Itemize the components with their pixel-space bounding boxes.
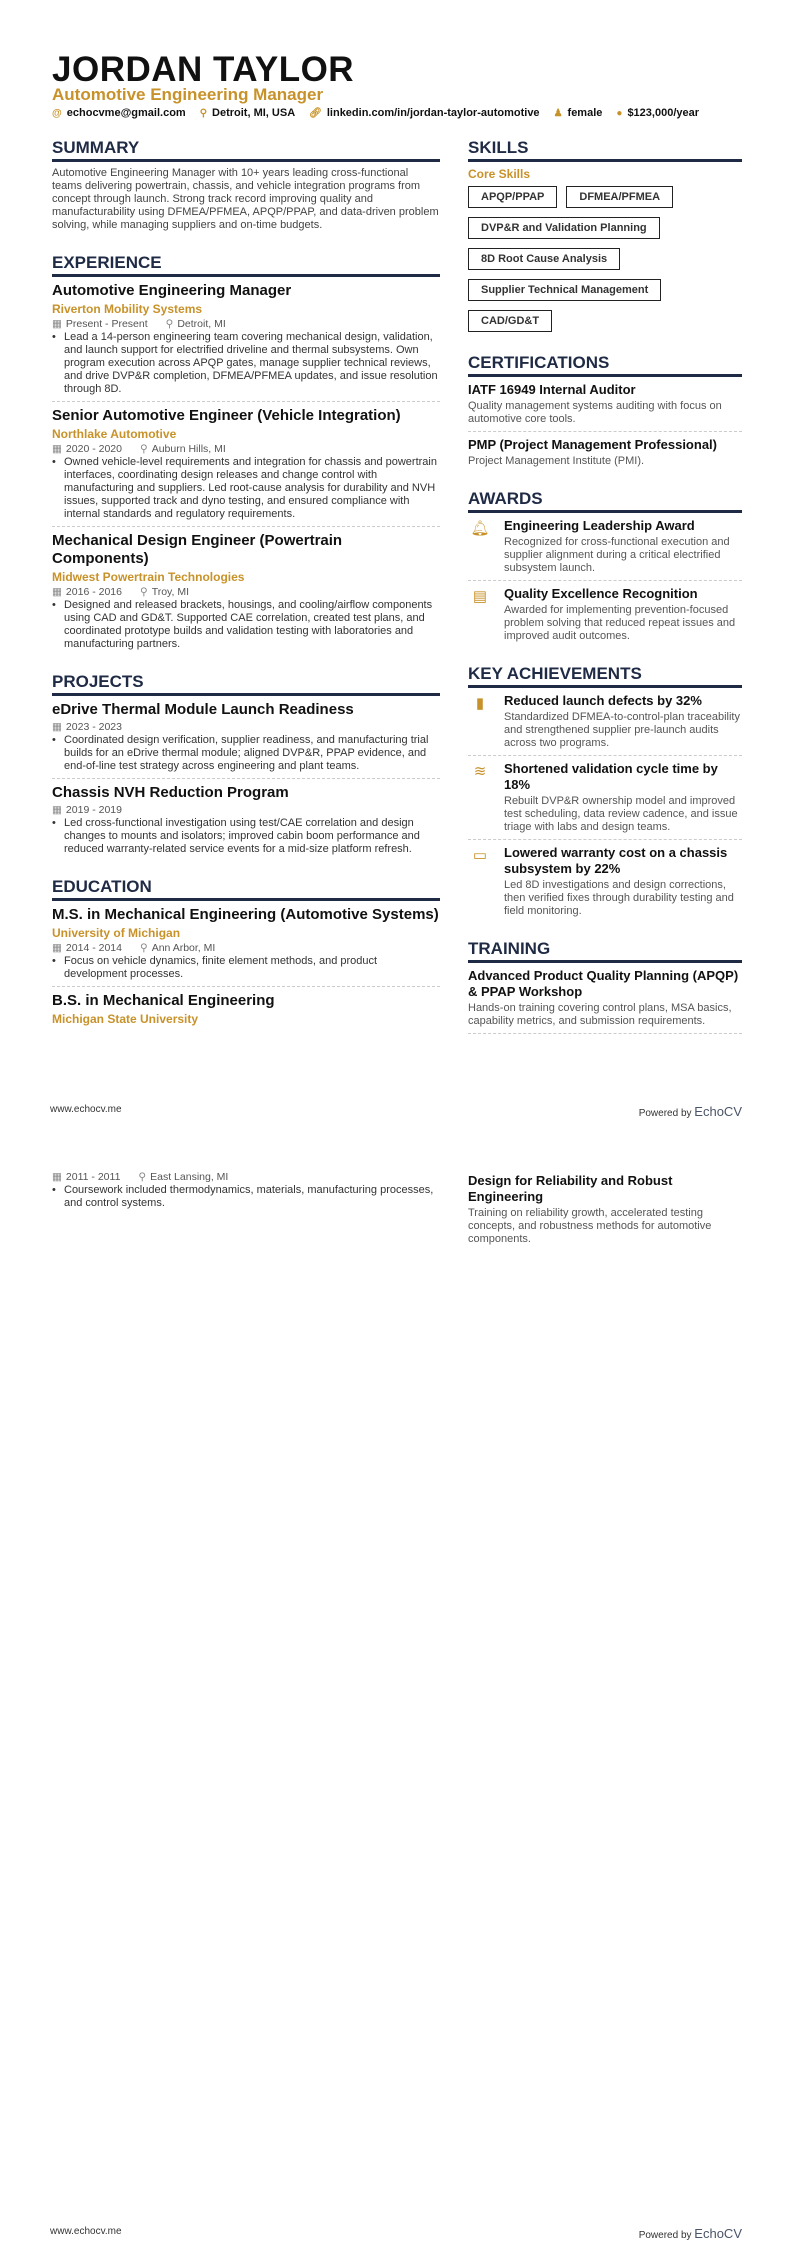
bullet: • Led cross-functional investigation using test/CAE correlation and design changes to mounts and isolators; improved cabin boom performance and reduced warranty-related service events for a mid-size platform refresh.: [52, 817, 440, 856]
database-icon: ≋: [473, 763, 487, 780]
degree: B.S. in Mechanical Engineering: [52, 992, 275, 1009]
dates: 2016 - 2016: [65, 586, 122, 598]
location: East Lansing, MI: [150, 1171, 229, 1183]
calendar-icon: ▦: [52, 586, 62, 598]
location-pin-icon: ⚲: [165, 318, 174, 330]
location-pin-icon: ⚲: [139, 443, 148, 455]
contact-text: Detroit, MI, USA: [212, 107, 296, 119]
certification-item: [468, 382, 742, 432]
job-title: Automotive Engineering Manager: [52, 282, 292, 299]
contact-text: echocvme@gmail.com: [66, 107, 186, 119]
training-title: Advanced Product Quality Planning (APQP) & PPAP Workshop: [468, 968, 739, 999]
location: Detroit, MI: [177, 318, 226, 330]
dates: 2023 - 2023: [65, 721, 122, 733]
training-item: [468, 1173, 742, 1251]
person-icon: ♟: [553, 108, 563, 119]
file-icon: ▮: [475, 695, 485, 712]
achievement-desc: Led 8D investigations and design corrections, then verified fixes through durability testing and field monitoring.: [504, 879, 734, 917]
dates: 2020 - 2020: [65, 443, 122, 455]
powered-by[interactable]: [639, 1104, 742, 1119]
calendar-icon: ▦: [52, 1171, 62, 1183]
education-heading: EDUCATION: [52, 877, 440, 901]
company: Midwest Powertrain Technologies: [52, 570, 245, 584]
skill-tag: DFMEA/PFMEA: [566, 186, 673, 208]
certifications-heading: CERTIFICATIONS: [468, 353, 742, 377]
achievement-title: Reduced launch defects by 32%: [504, 693, 702, 708]
contact-text: female: [567, 107, 603, 119]
achievement-title: Lowered warranty cost on a chassis subsystem by 22%: [504, 845, 728, 876]
skills-heading: SKILLS: [468, 138, 742, 162]
contact-linkedin[interactable]: [309, 107, 539, 119]
bullet: • Coursework included thermodynamics, materials, manufacturing processes, and control systems.: [52, 1184, 440, 1210]
location: Auburn Hills, MI: [151, 443, 226, 455]
location-pin-icon: ⚲: [139, 586, 148, 598]
contact-text: $123,000/year: [627, 107, 700, 119]
certification-title: IATF 16949 Internal Auditor: [468, 382, 636, 397]
dates: 2014 - 2014: [65, 942, 122, 954]
award-title: Quality Excellence Recognition: [504, 586, 698, 601]
dates: 2019 - 2019: [65, 804, 122, 816]
right-column: [468, 138, 742, 1039]
awards-heading: AWARDS: [468, 489, 742, 513]
achievement-title: Shortened validation cycle time by 18%: [504, 761, 718, 792]
skill-tag: 8D Root Cause Analysis: [468, 248, 620, 270]
battery-icon: ▭: [472, 847, 488, 864]
certification-item: [468, 437, 742, 473]
school: Michigan State University: [52, 1012, 199, 1026]
experience-item: [52, 532, 440, 656]
training-title: Design for Reliability and Robust Engineering: [468, 1173, 673, 1204]
achievement-item: [468, 761, 742, 840]
powered-by-label: Powered by: [638, 1108, 692, 1119]
contact-salary: [616, 107, 699, 119]
left-column-continued: [52, 1171, 440, 1210]
company: Riverton Mobility Systems: [52, 302, 203, 316]
job-title: Mechanical Design Engineer (Powertrain Components): [52, 532, 343, 567]
certification-desc: Quality management systems auditing with focus on automotive core tools.: [468, 400, 722, 425]
location: Troy, MI: [151, 586, 190, 598]
skill-tags: [468, 186, 742, 332]
skill-group-title: Core Skills: [468, 167, 531, 181]
experience-heading: EXPERIENCE: [52, 253, 440, 277]
summary-text: Automotive Engineering Manager with 10+ years leading cross-functional teams delivering powertrain, chassis, and vehicle integration programs from concept through launch. Strong track record improving quality and manufacturability using DFMEA/PFMEA, APQP/PPAP, and data-driven problem solving, while managing suppliers and on-time budgets.: [52, 167, 439, 231]
calendar-icon: ▦: [52, 942, 62, 954]
candidate-title: Automotive Engineering Manager: [52, 85, 324, 104]
page-footer: [50, 2226, 742, 2241]
achievements-heading: KEY ACHIEVEMENTS: [468, 664, 742, 688]
bullet: • Coordinated design verification, supplier readiness, and manufacturing trial builds for an eDrive thermal module; aligned DVP&R, PPAP evidence, and end-of-line test strategy across engineering and plant teams.: [52, 734, 440, 773]
skill-tag: APQP/PPAP: [468, 186, 557, 208]
location-pin-icon: ⚲: [139, 942, 148, 954]
achievement-desc: Rebuilt DVP&R ownership model and improved test scheduling, data review cadence, and issue triage with labs and design teams.: [504, 795, 738, 833]
company: Northlake Automotive: [52, 427, 177, 441]
summary-heading: SUMMARY: [52, 138, 440, 162]
dates: Present - Present: [65, 318, 148, 330]
job-title: Senior Automotive Engineer (Vehicle Integration): [52, 407, 401, 424]
page-footer: [50, 1104, 742, 1119]
right-column-continued: [468, 1173, 742, 1256]
project-item: [52, 701, 440, 779]
footer-site-link[interactable]: www.echocv.me: [50, 1104, 122, 1115]
award-item: [468, 518, 742, 581]
training-heading: TRAINING: [468, 939, 742, 963]
achievement-desc: Standardized DFMEA-to-control-plan traceability and strengthened supplier pre-launch audits across two programs.: [504, 711, 740, 749]
skill-tag: DVP&R and Validation Planning: [468, 217, 660, 239]
experience-item: [52, 282, 440, 402]
location: Ann Arbor, MI: [151, 942, 216, 954]
contact-gender: [554, 107, 603, 119]
skill-tag: CAD/GD&T: [468, 310, 552, 332]
bullet: • Lead a 14-person engineering team covering mechanical design, validation, and launch support for electrified driveline and thermal subsystems. Own program execution across APQP gates, manage supplier technical reviews, and drive DVP&R completion, DFMEA/PFMEA updates, and issue resolution through 8D.: [52, 331, 440, 396]
calendar-icon: ▦: [52, 318, 62, 330]
contact-location: [200, 107, 295, 119]
certification-desc: Project Management Institute (PMI).: [468, 455, 645, 467]
location-pin-icon: ⚲: [199, 108, 208, 119]
award-desc: Recognized for cross-functional execution and supplier alignment during a critical electrified subsystem launch.: [504, 536, 730, 574]
project-title: eDrive Thermal Module Launch Readiness: [52, 701, 354, 718]
left-column: [52, 138, 440, 1036]
powered-by[interactable]: [639, 2226, 742, 2241]
calendar-icon: ▦: [52, 804, 62, 816]
training-desc: Training on reliability growth, accelerated testing concepts, and robustness methods for automotive components.: [468, 1207, 712, 1245]
contact-email[interactable]: [52, 107, 186, 119]
bullet: • Owned vehicle-level requirements and integration for chassis and powertrain interfaces, coordinating design releases and change control with manufacturing and suppliers. Led root-cause analysis for durability and NVH issues, supported track and dyno testing, and ensured compliance with internal standards and regulatory requirements.: [52, 456, 440, 521]
footer-site-link[interactable]: www.echocv.me: [50, 2226, 122, 2237]
brand-name: EchoCV: [694, 1104, 742, 1119]
candidate-name: JORDAN TAYLOR: [52, 50, 355, 89]
project-title: Chassis NVH Reduction Program: [52, 784, 289, 801]
resume-page-2: [0, 1123, 794, 2246]
archive-box-icon: ▤: [472, 588, 488, 605]
project-item: [52, 784, 440, 861]
projects-heading: PROJECTS: [52, 672, 440, 696]
award-item: [468, 586, 742, 648]
calendar-icon: ▦: [52, 443, 62, 455]
calendar-icon: ▦: [52, 721, 62, 733]
contact-text: linkedin.com/in/jordan-taylor-automotive: [326, 107, 540, 119]
powered-by-label: Powered by: [638, 2230, 692, 2241]
location-pin-icon: ⚲: [138, 1171, 147, 1183]
at-icon: @: [52, 108, 62, 119]
achievement-item: [468, 693, 742, 756]
link-icon: 🔗︎: [309, 108, 322, 119]
brand-name: EchoCV: [694, 2226, 742, 2241]
school: University of Michigan: [52, 926, 181, 940]
award-title: Engineering Leadership Award: [504, 518, 695, 533]
degree: M.S. in Mechanical Engineering (Automotive Systems): [52, 906, 439, 923]
dates: 2011 - 2011: [65, 1171, 121, 1183]
skill-tag: Supplier Technical Management: [468, 279, 661, 301]
training-desc: Hands-on training covering control plans, MSA basics, capability metrics, and submission requirements.: [468, 1002, 732, 1027]
education-item: [52, 906, 440, 987]
achievement-item: [468, 845, 742, 923]
contact-bar: [52, 107, 699, 119]
education-item: [52, 992, 440, 1031]
coin-icon: ●: [616, 108, 623, 119]
bell-icon: 🔔︎: [470, 520, 490, 537]
award-desc: Awarded for implementing prevention-focused problem solving that reduced repeat issues and improved audit outcomes.: [504, 604, 736, 642]
certification-title: PMP (Project Management Professional): [468, 437, 717, 452]
experience-item: [52, 407, 440, 527]
bullet: • Designed and released brackets, housings, and cooling/airflow components using CAD and GD&T. Supported CAE correlation, created test plans, and coordinated prototype builds and validation testing with laboratories and manufacturing partners.: [52, 599, 440, 651]
training-item: [468, 968, 742, 1034]
bullet: • Focus on vehicle dynamics, finite element methods, and product development processes.: [52, 955, 440, 981]
